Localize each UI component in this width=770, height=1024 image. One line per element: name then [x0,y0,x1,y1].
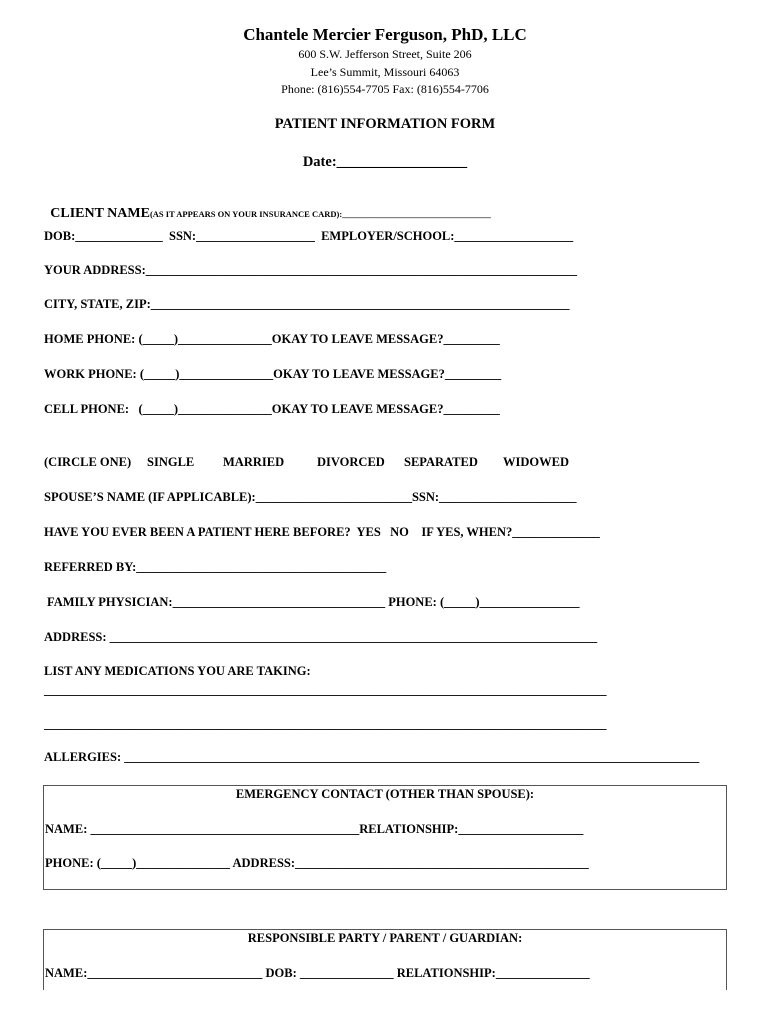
client-name-field[interactable] [44,191,491,222]
referred-by-field[interactable]: REFERRED BY:________________________________________ [44,560,387,574]
responsible-party-heading: RESPONSIBLE PARTY / PARENT / GUARDIAN: [247,931,523,945]
responsible-party-box [43,929,727,990]
marital-label: (CIRCLE ONE) [44,455,132,469]
dob-ssn-employer-field[interactable]: DOB:______________ SSN:___________________ EMPLOYER/SCHOOL:___________________ [44,229,574,243]
option-single[interactable]: SINGLE [147,455,195,469]
option-separated[interactable]: SEPARATED [404,455,478,469]
address-field[interactable]: YOUR ADDRESS:_____________________________________________________________________ [44,263,578,277]
allergies-field[interactable]: ALLERGIES: ____________________________________________________________________________________________ [44,750,700,764]
date-field[interactable]: Date:__________________ [302,154,468,170]
option-widowed[interactable]: WIDOWED [503,455,569,469]
street-address: 600 S.W. Jefferson Street, Suite 206 [298,47,472,61]
client-name-note: (AS IT APPEARS ON YOUR INSURANCE CARD):___________________________________ [149,209,491,219]
family-physician-field[interactable]: FAMILY PHYSICIAN:__________________________________ PHONE: (_____)________________ [47,595,580,609]
form-title: PATIENT INFORMATION FORM [274,116,496,132]
emergency-contact-heading: EMERGENCY CONTACT (OTHER THAN SPOUSE): [235,787,535,801]
emergency-contact-box [43,785,727,890]
client-name-label: CLIENT NAME [50,206,150,221]
city-state-zip-field[interactable]: CITY, STATE, ZIP:___________________________________________________________________ [44,297,570,311]
option-married[interactable]: MARRIED [223,455,285,469]
emergency-name-field[interactable]: NAME: ___________________________________________RELATIONSHIP:____________________ [45,822,584,836]
phone-fax: Phone: (816)554-7705 Fax: (816)554-7706 [281,82,489,96]
responsible-name-field[interactable]: NAME:____________________________ DOB: _______________ RELATIONSHIP:_______________ [45,966,590,980]
practice-name: Chantele Mercier Ferguson, PhD, LLC [243,25,527,44]
patient-before-field[interactable]: HAVE YOU EVER BEEN A PATIENT HERE BEFORE? YES NO IF YES, WHEN?______________ [44,525,600,539]
home-phone-field[interactable]: HOME PHONE: (_____)_______________OKAY TO LEAVE MESSAGE?_________ [44,332,500,346]
work-phone-field[interactable]: WORK PHONE: (_____)_______________OKAY TO LEAVE MESSAGE?_________ [44,367,502,381]
city-address: Lee’s Summit, Missouri 64063 [310,65,460,79]
spouse-field[interactable]: SPOUSE’S NAME (IF APPLICABLE):_________________________SSN:______________________ [44,490,577,504]
medications-label: LIST ANY MEDICATIONS YOU ARE TAKING: [44,664,311,678]
cell-phone-field[interactable]: CELL PHONE: (_____)_______________OKAY TO LEAVE MESSAGE?_________ [44,402,500,416]
physician-address-field[interactable]: ADDRESS: ______________________________________________________________________________ [44,630,598,644]
medications-line-2[interactable]: __________________________________________________________________________________________ [44,717,607,731]
option-divorced[interactable]: DIVORCED [317,455,385,469]
emergency-phone-field[interactable]: PHONE: (_____)_______________ ADDRESS:_______________________________________________ [45,856,589,870]
medications-line-1[interactable]: __________________________________________________________________________________________ [44,683,607,697]
